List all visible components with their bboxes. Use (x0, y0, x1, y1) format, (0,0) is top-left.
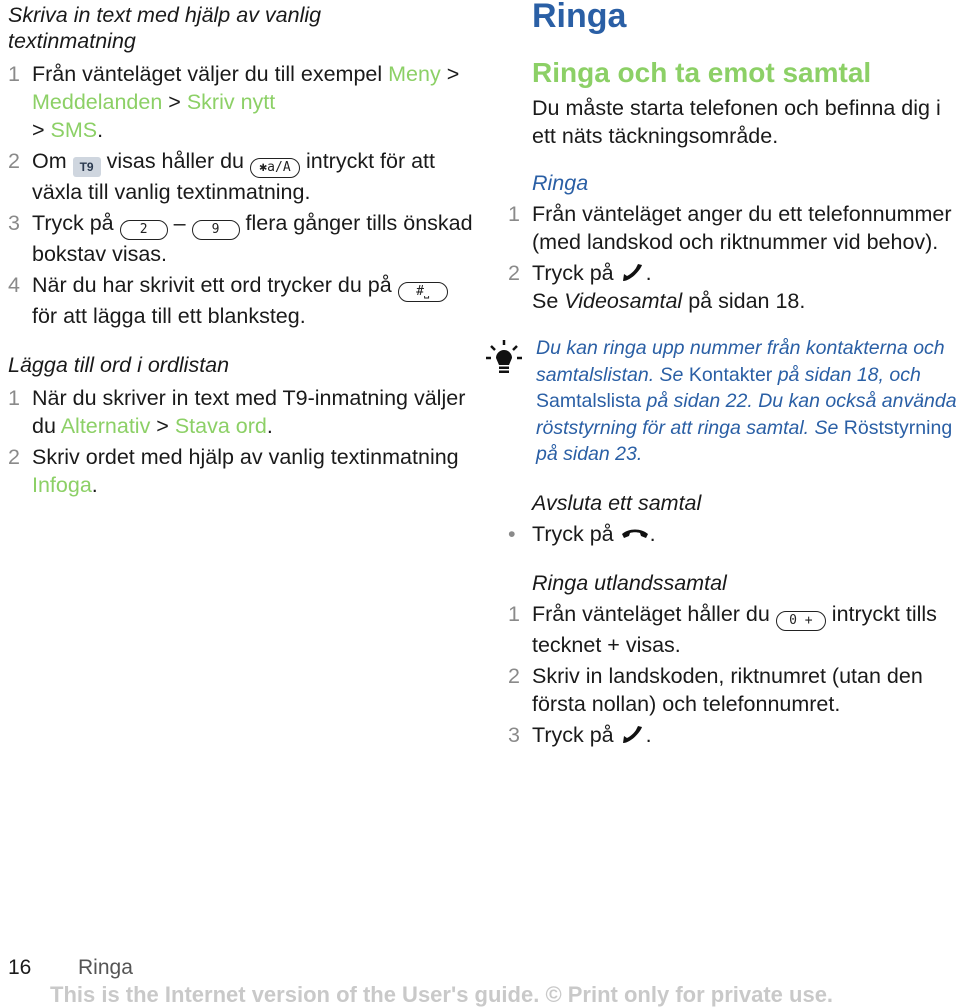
page-title: Ringa (532, 0, 627, 35)
list-item: 3 Tryck på . (508, 722, 652, 747)
step-number: 1 (508, 601, 520, 626)
menu-link-skriv-nytt: Skriv nytt (186, 90, 276, 114)
ref-samtalslista: Samtalslista (536, 390, 642, 412)
step-number: 2 (8, 445, 20, 469)
step-number: 3 (508, 722, 520, 747)
call-key-icon (620, 725, 646, 745)
menu-link-alternativ: Alternativ (60, 414, 151, 438)
steps-ringa (508, 200, 960, 315)
step-number: 1 (8, 386, 20, 410)
menu-link-stava-ord: Stava ord (174, 414, 267, 438)
end-call-key-icon (620, 524, 650, 544)
footer-disclaimer: This is the Internet version of the User's guide. © Print only for private use. (50, 982, 834, 1007)
step-number: 2 (508, 261, 520, 285)
step-number: 4 (8, 273, 20, 297)
list-item: 2 Tryck på . Se Videosamtal på sidan 18. (508, 261, 806, 313)
heading-normal-text-input: Skriva in text med hjälp av vanlig textinmatning (8, 3, 322, 53)
menu-link-meddelanden: Meddelanden (32, 90, 163, 114)
star-key-icon: ✱a/A (250, 158, 300, 178)
ref-videosamtal: Videosamtal (564, 289, 683, 313)
heading-ringa: Ringa (532, 171, 589, 195)
step-number: 2 (508, 663, 520, 688)
call-key-icon (620, 263, 646, 283)
list-item: 3 Tryck på 2 – 9 flera gånger tills önskad bokstav visas. (8, 211, 473, 266)
t9-icon: T9 (73, 157, 101, 177)
page-number: 16 (8, 956, 32, 979)
menu-link-infoga: Infoga (32, 473, 92, 497)
steps-add-word (8, 384, 474, 499)
steps-normal-input (8, 60, 474, 330)
list-item: 2 Om T9 visas håller du ✱a/A intryckt för att växla till vanlig textinmatning. (8, 149, 436, 204)
step-number: 3 (8, 211, 20, 235)
left-column (8, 0, 474, 499)
intro-text: Du måste starta telefonen och befinna dig i ett näts täckningsområde. (532, 96, 941, 148)
list-item: 1 När du skriver in text med T9-inmatning väljer du Alternativ > Stava ord. (8, 386, 466, 438)
key-9-icon: 9 (192, 220, 240, 240)
key-2-icon: 2 (120, 220, 168, 240)
step-number: 2 (8, 149, 20, 173)
step-number: 1 (8, 62, 20, 86)
steps-utland (508, 600, 960, 749)
menu-link-meny: Meny (388, 62, 441, 86)
list-item: 1 Från vänteläget anger du ett telefonnummer (med landskod och riktnummer vid behov). (508, 202, 952, 254)
list-item: 2 Skriv in landskoden, riktnumret (utan den första nollan) och telefonnumret. (508, 663, 923, 716)
tip-note: Du kan ringa upp nummer från kontakterna och samtalslistan. Se Kontakter på sidan 18, och Samtalslista på sidan 22. Du kan också använda röststyrning för att ringa samtal. Se Röststyrning på sidan 23. (508, 335, 960, 468)
heading-add-word: Lägga till ord i ordlistan (8, 353, 230, 377)
footer-section-name: Ringa (78, 956, 133, 979)
list-item: 1 Från vänteläget håller du 0 + intryckt tills tecknet + visas. (508, 601, 937, 657)
bullet: • (508, 521, 516, 546)
zero-plus-key-icon: 0 + (776, 611, 826, 631)
right-column (508, 0, 960, 749)
ref-kontakter: Kontakter (688, 363, 773, 386)
list-item: 4 När du har skrivit ett ord trycker du på #⎵ för att lägga till ett blanksteg. (8, 271, 474, 330)
heading-utland: Ringa utlandssamtal (532, 570, 727, 595)
list-item: • Tryck på . (508, 521, 656, 546)
heading-avsluta: Avsluta ett samtal (532, 490, 702, 515)
ref-roststyrning: Röststyrning (843, 416, 953, 439)
list-item: 1 Från vänteläget väljer du till exempel Meny > Meddelanden > Skriv nytt > SMS. (8, 62, 460, 142)
menu-link-sms: SMS (50, 118, 98, 142)
lightbulb-icon (486, 339, 522, 375)
section-subtitle: Ringa och ta emot samtal (532, 57, 872, 88)
hash-key-icon: #⎵ (398, 282, 448, 302)
list-item: 2 Skriv ordet med hjälp av vanlig textinmatning Infoga. (8, 445, 459, 497)
step-number: 1 (508, 202, 520, 226)
